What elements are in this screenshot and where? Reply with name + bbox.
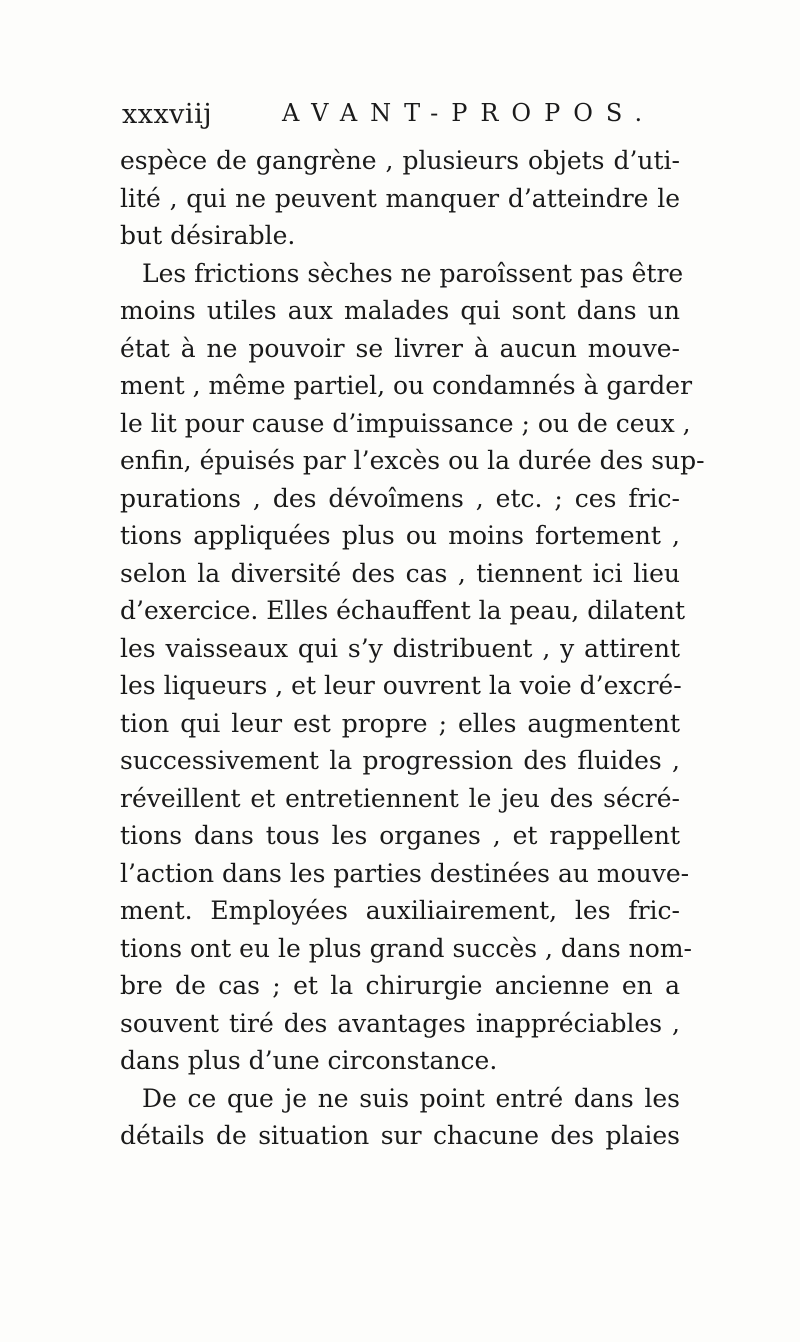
text-line: tion qui leur est propre ; elles augmentent	[120, 708, 680, 738]
text-line: moins utiles aux malades qui sont dans un	[120, 296, 680, 325]
text-line: purations , des dévoîmens , etc. ; ces fric-	[120, 483, 680, 513]
text-line: dans plus d’une circonstance.	[120, 1046, 498, 1075]
text-line: souvent tiré des avantages inappréciables ,	[120, 1008, 680, 1038]
text-line: d’exercice. Elles échauffent la peau, dilatent	[120, 596, 686, 625]
text-line: but désirable.	[120, 221, 296, 250]
text-line: bre de cas ; et la chirurgie ancienne en a	[120, 971, 680, 1000]
text-line: les vaisseaux qui s’y distribuent , y attirent	[120, 633, 680, 663]
text-line: ment. Employées auxiliairement, les fric-	[120, 896, 680, 925]
text-line: réveillent et entretiennent le jeu des sécré-	[120, 783, 680, 813]
text-line: l’action dans les parties destinées au mouve-	[120, 858, 690, 888]
text-line: tions dans tous les organes , et rappellent	[120, 821, 680, 850]
text-line: les liqueurs , et leur ouvrent la voie d’excré-	[120, 671, 682, 700]
text-line: le lit pour cause d’impuissance ; ou de ceux ,	[120, 408, 691, 438]
body-text	[120, 142, 705, 1155]
page-header	[122, 99, 682, 139]
text-line: tions appliquées plus ou moins fortement ,	[120, 521, 680, 550]
text-line: détails de situation sur chacune des plaies	[120, 1121, 680, 1150]
text-line: tions ont eu le plus grand succès , dans nom-	[120, 933, 692, 963]
text-line: lité , qui ne peuvent manquer d’atteindre le	[120, 183, 680, 213]
text-line: De ce que je ne suis point entré dans les	[142, 1083, 680, 1113]
page-number: xxxviij	[122, 99, 213, 130]
text-line: ment , même partiel, ou condamnés à garder	[120, 371, 693, 400]
text-line: selon la diversité des cas , tiennent ici lieu	[120, 558, 680, 588]
running-title: AVANT-PROPOS.	[282, 99, 656, 127]
text-line: enfin, épuisés par l’excès ou la durée des sup-	[120, 446, 705, 475]
text-line: Les frictions sèches ne paroîssent pas être	[142, 258, 684, 288]
text-line: successivement la progression des fluides ,	[120, 746, 680, 775]
text-line: espèce de gangrène , plusieurs objets d’uti-	[120, 146, 680, 175]
text-line: état à ne pouvoir se livrer à aucun mouve-	[120, 333, 680, 363]
